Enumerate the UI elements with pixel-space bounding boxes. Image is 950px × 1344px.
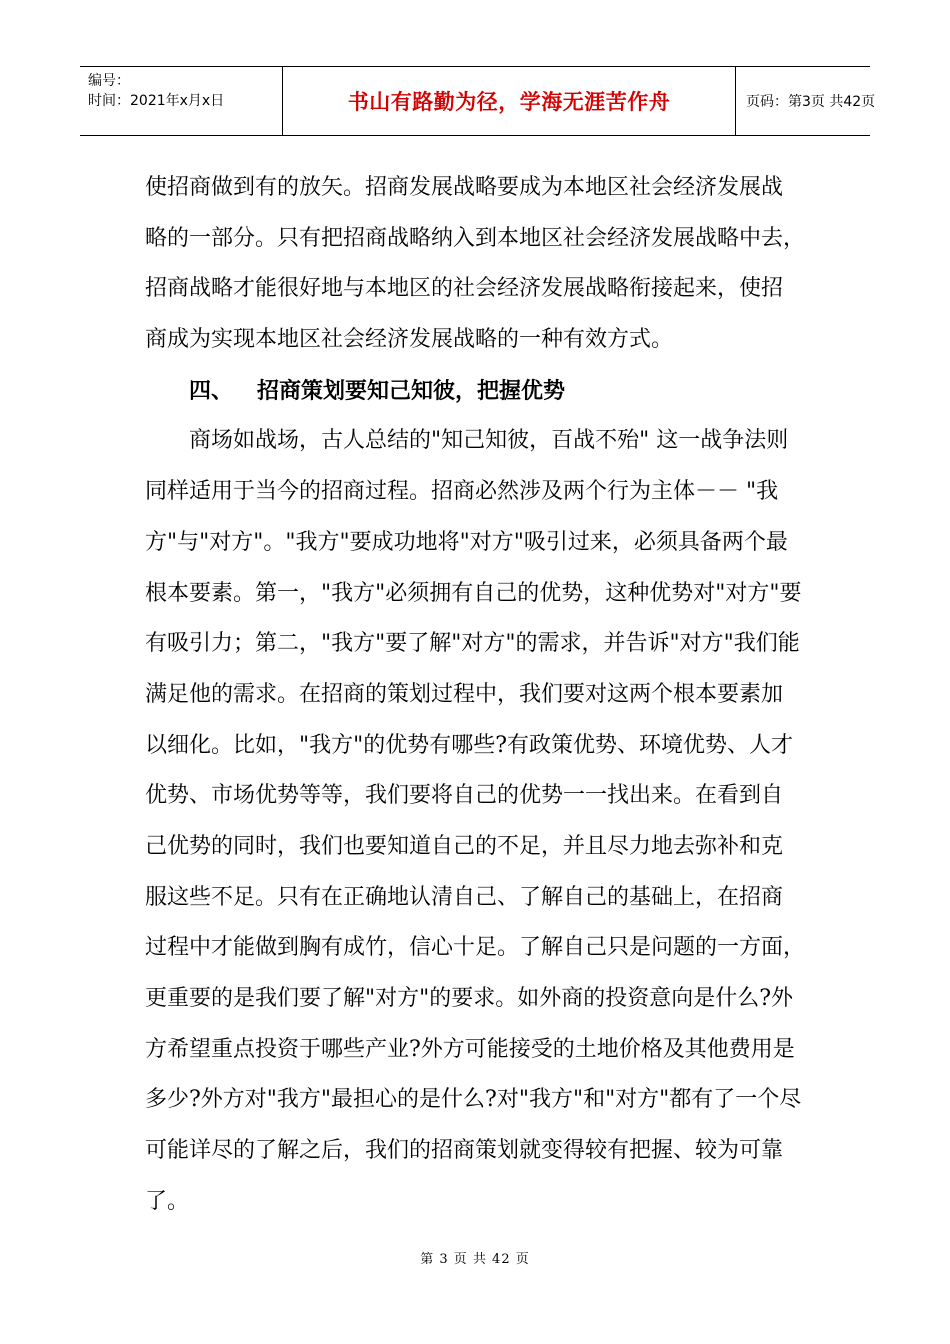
section-heading: [145, 366, 815, 417]
header-meta: [80, 67, 282, 135]
paragraph-line: 可能详尽的了解之后，我们的招商策划就变得较有把握、较为可靠: [145, 1138, 784, 1164]
paragraph-line: 过程中才能做到胸有成竹，信心十足。了解自己只是问题的一方面，: [145, 935, 806, 961]
paragraph-line: 有吸引力；第二，"我方"要了解"对方"的需求，并告诉"对方"我们能: [145, 631, 800, 657]
paragraph-line: 己优势的同时，我们也要知道自己的不足，并且尽力地去弥补和克: [145, 833, 784, 859]
body-line: 略的一部分。只有把招商战略纳入到本地区社会经济发展战略中去，: [145, 225, 806, 251]
paragraph-line: 优势、市场优势等等，我们要将自己的优势一一找出来。在看到自: [145, 783, 784, 809]
paragraph-line: 满足他的需求。在招商的策划过程中，我们要对这两个根本要素加: [145, 681, 784, 707]
paragraph-line: 根本要素。第一，"我方"必须拥有自己的优势，这种优势对"对方"要: [145, 580, 802, 606]
paragraph-line: 方"与"对方"。"我方"要成功地将"对方"吸引过来，必须具备两个最: [145, 529, 788, 555]
header-page-info: 页码：第3页 共42页: [746, 94, 876, 110]
paragraph-line: 服这些不足。只有在正确地认清自己、了解自己的基础上，在招商: [145, 884, 784, 910]
time-label: 时间：2021年x月x日: [88, 93, 225, 109]
section-title: 招商策划要知己知彼，把握优势: [257, 377, 566, 404]
body-line: 招商战略才能很好地与本地区的社会经济发展战略衔接起来，使招: [145, 276, 784, 302]
body-line: 商成为实现本地区社会经济发展战略的一种有效方式。: [145, 327, 674, 353]
paragraph-line: 方希望重点投资于哪些产业?外方可能接受的土地价格及其他费用是: [145, 1036, 795, 1062]
paragraph-line: 同样适用于当今的招商过程。招商必然涉及两个行为主体－－ "我: [145, 479, 779, 505]
document-body: [145, 163, 815, 1227]
body-line: 使招商做到有的放矢。招商发展战略要成为本地区社会经济发展战: [145, 175, 784, 200]
paragraph-line: 商场如战场，古人总结的"知己知彼，百战不殆" 这一战争法则: [189, 428, 789, 454]
paragraph-line: 以细化。比如，"我方"的优势有哪些?有政策优势、环境优势、人才: [145, 732, 794, 758]
page-footer: 第 3 页 共 42 页: [420, 1252, 530, 1267]
paragraph-line: 多少?外方对"我方"最担心的是什么?对"我方"和"对方"都有了一个尽: [145, 1087, 802, 1113]
section-number: 四、: [189, 377, 234, 404]
paragraph-line: 了。: [145, 1188, 190, 1214]
document-header: [80, 66, 876, 136]
number-label: 编号：: [88, 73, 130, 89]
paragraph-line: 更重要的是我们要了解"对方"的要求。如外商的投资意向是什么?外: [145, 986, 794, 1011]
motto-text: 书山有路勤为径，学海无涯苦作舟: [282, 67, 736, 135]
